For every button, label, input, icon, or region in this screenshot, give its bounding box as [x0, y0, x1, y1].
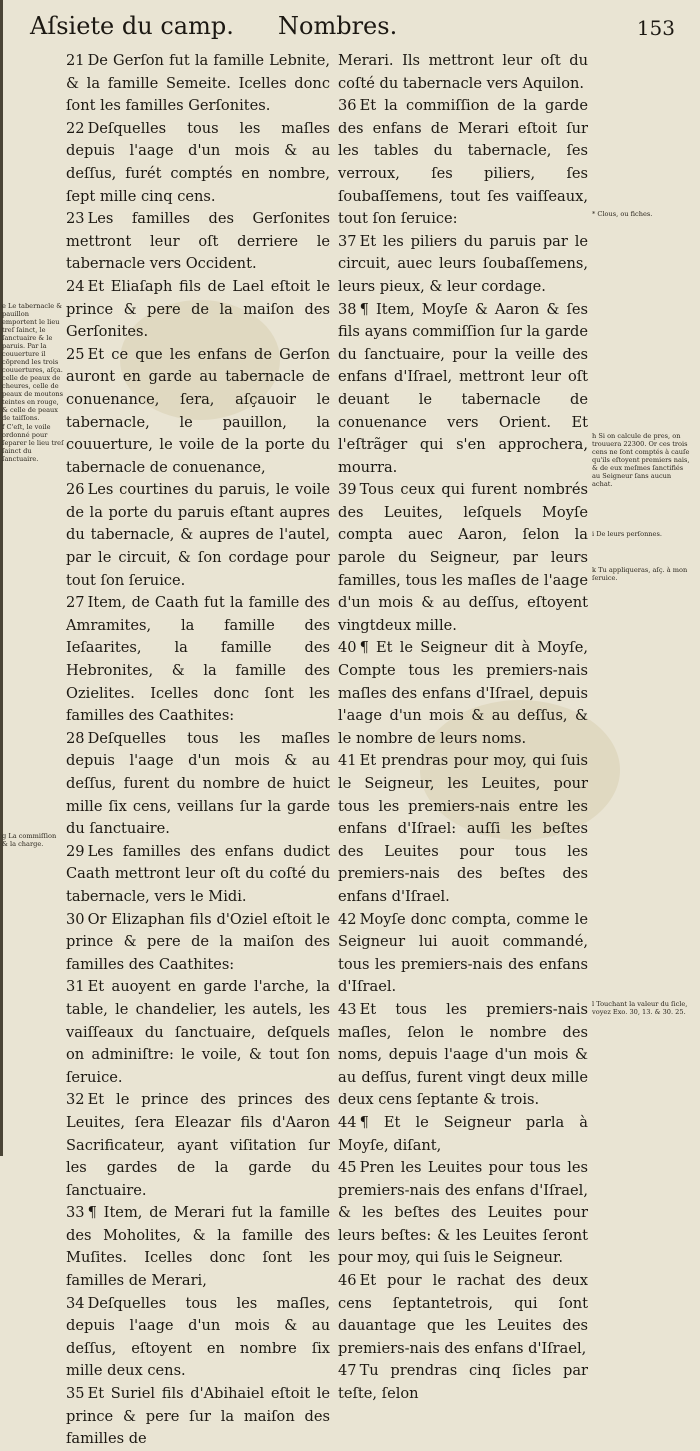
- verse: [66, 1202, 330, 1292]
- right-text-column: [338, 50, 588, 1406]
- verse: [338, 479, 588, 637]
- verse: [66, 976, 330, 1089]
- verse: [66, 728, 330, 841]
- verse-text: Et auoyent en garde l'arche, la table, le chandelier, les autels, les vaiſſeaux du ſanctuaire, deſquels on adminiſtre: le voile, & tout ſon ſeruice.: [66, 978, 330, 1086]
- verse: [338, 1112, 588, 1157]
- verse-text: ¶ Et le Seigneur parla à Moyſe, diſant,: [338, 1113, 588, 1154]
- verse: [338, 50, 588, 95]
- margin-note-l: l Touchant la valeur du ſicle, voyez Exo. 30, 13. & 30. 25.: [592, 1000, 688, 1016]
- verse-text: Pren les Leuites pour tous les premiers-nais des enfans d'Iſrael, & les beſtes des Leuites pour leurs beſtes: & les Leuites ſeront pour moy, qui ſuis le Seigneur.: [338, 1159, 588, 1267]
- verse-number: 21: [66, 52, 85, 69]
- verse-number: 29: [66, 842, 85, 860]
- verse: [66, 592, 330, 728]
- verse-text: Tu prendras cinq ſicles par teſte, ſelon: [338, 1362, 588, 1403]
- margin-note-k: k Tu appliqueras, aſç. à mon ſeruice.: [592, 566, 688, 582]
- verse-number: 24: [66, 277, 85, 295]
- verse: [66, 1089, 330, 1202]
- verse-text: Et Suriel fils d'Abihaiel eſtoit le prince & pere ſur la maiſon des familles de: [66, 1385, 330, 1448]
- verse: [66, 276, 330, 344]
- verse-text: Et ce que les enfans de Gerſon auront en garde au tabernacle de conuenance, ſera, aſçauoir le tabernacle, le pauillon, la couuerture, le voile de la porte du tabernacle de conuenance,: [66, 345, 330, 476]
- verse-number: 37: [338, 232, 357, 250]
- verse-number: 26: [66, 481, 85, 499]
- verse-number: 33: [66, 1204, 85, 1222]
- verse-text: Les familles des Gerſonites mettront leur oſt derriere le tabernacle vers Occident.: [66, 210, 330, 273]
- verse: [66, 50, 330, 118]
- verse-number: 46: [338, 1272, 357, 1290]
- verse-number: 32: [66, 1091, 85, 1109]
- verse-number: 36: [338, 97, 357, 115]
- verse: [338, 1157, 588, 1270]
- verse: [66, 479, 330, 592]
- verse-number: 47: [338, 1362, 357, 1380]
- verse-text: Merari. Ils mettront leur oſt du coſté du tabernacle vers Aquilon.: [338, 52, 588, 92]
- verse-text: Deſquelles tous les maſles, depuis l'aage d'un mois & au deſſus, eſtoyent en nombre ſix mille deux cens.: [66, 1294, 330, 1380]
- verse-text: Tous ceux qui furent nombrés des Leuites, leſquels Moyſe compta auec Aaron, ſelon la parole du Seigneur, par leurs familles, tous les maſles de l'aage d'un mois & au deſſus, eſtoyent vingtdeux mille.: [338, 481, 588, 634]
- verse-text: Deſquelles tous les maſles depuis l'aage d'un mois & au deſſus, furét comptés en nombre, ſept mille cinq cens.: [66, 119, 330, 205]
- folio-number: 153: [636, 16, 675, 40]
- verse: [66, 909, 330, 977]
- verse: [66, 1383, 330, 1451]
- verse-number: 34: [66, 1294, 85, 1312]
- verse-text: Or Elizaphan fils d'Oziel eſtoit le prince & pere de la maiſon des familles des Caathites:: [66, 910, 330, 973]
- verse: [338, 750, 588, 908]
- verse-text: Les familles des enfans dudict Caath mettront leur oſt du coſté du tabernacle, vers le Midi.: [66, 842, 330, 905]
- verse: [66, 1293, 330, 1383]
- verse-text: Et tous les premiers-nais maſles, ſelon le nombre des noms, depuis l'aage d'un mois & au deſſus, furent vingt deux mille deux cens ſeptante & trois.: [338, 1000, 588, 1109]
- verse-number: 31: [66, 978, 85, 996]
- verse-text: Deſquelles tous les maſles depuis l'aage d'un mois & au deſſus, furent du nombre de huict mille ſix cens, veillans ſur la garde du ſanctuaire.: [66, 729, 330, 838]
- margin-note-e: e Le tabernacle & pauillon emportent le lieu treſ ſainct, le ſanctuaire & le paruis. Par la couuerture il cõprend les trois couuertures, aſça. celle de peaux de cheures, celle de peaux de moutons teintes en rouge, & celle de peaux de taiſſons.: [2, 302, 64, 422]
- verse: [66, 208, 330, 276]
- verse-text: Les courtines du paruis, le voile de la porte du paruis eſtant aupres du tabernacle, & aupres de l'autel, par le circuit, & ſon cordage pour tout ſon ſeruice.: [66, 481, 330, 589]
- verse-number: 40: [338, 639, 357, 657]
- verse-text: ¶ Item, Moyſe & Aaron & ſes fils ayans commiſſion ſur la garde du ſanctuaire, pour la veille des enfans d'Iſrael, mettront leur oſt deuant le tabernacle de conuenance vers Orient. Et l'eſtrãger qui s'en approchera, mourra.: [338, 300, 588, 476]
- verse-text: ¶ Et le Seigneur dit à Moyſe, Compte tous les premiers-nais maſles des enfans d'Iſrael, depuis l'aage d'un mois & au deſſus, & le nombre de leurs noms.: [338, 639, 588, 747]
- verse-text: Et le prince des princes des Leuites, ſera Eleazar fils d'Aaron Sacrificateur, ayant viſitation ſur les gardes de la garde du ſanctuaire.: [66, 1091, 330, 1199]
- verse: [66, 118, 330, 208]
- verse-number: 38: [338, 300, 357, 318]
- verse-number: 25: [66, 345, 85, 363]
- verse-number: 22: [66, 119, 85, 137]
- verse: [338, 231, 588, 299]
- verse-text: De Gerſon fut la famille Lebnite, & la famille Semeite. Icelles donc ſont les familles Gerſonites.: [66, 52, 330, 115]
- verse: [338, 637, 588, 750]
- verse-number: 43: [338, 1000, 357, 1018]
- verse: [338, 1360, 588, 1405]
- verse-number: 28: [66, 729, 85, 747]
- verse: [338, 299, 588, 480]
- margin-note-pieux: * Clous, ou fiches.: [592, 210, 653, 218]
- verse: [338, 909, 588, 999]
- verse-number: 39: [338, 481, 357, 499]
- margin-note-i: i De leurs perſonnes.: [592, 530, 662, 538]
- verse-text: Item, de Caath fut la famille des Amramites, la famille des Ieſaarites, la famille des Hebronites, & la famille des Ozielites. Icelles donc ſont les familles des Caathites:: [66, 594, 330, 725]
- verse-text: Et la commiſſion de la garde des enfans de Merari eſtoit ſur les tables du tabernacle, ſes verroux, ſes piliers, ſes ſoubaſſemens, tout ſes vaiſſeaux, tout ſon ſeruice:: [338, 97, 588, 228]
- binding-shadow: [0, 0, 3, 1156]
- left-text-column: [66, 50, 330, 1451]
- margin-note-g: g La commiſſion & la charge.: [2, 832, 57, 848]
- verse: [338, 95, 588, 231]
- verse-text: ¶ Item, de Merari fut la famille des Moholites, & la famille des Muſites. Icelles donc ſont les familles de Merari,: [66, 1204, 330, 1290]
- book-title: Nombres.: [278, 12, 398, 40]
- running-title: Aſsiete du camp.: [30, 12, 234, 40]
- verse: [338, 999, 588, 1112]
- verse-number: 45: [338, 1159, 357, 1177]
- margin-note-f: f C'eſt, le voile ordonné pour ſeparer le lieu treſ ſainct du ſanctuaire.: [2, 423, 64, 463]
- verse: [66, 344, 330, 480]
- verse-text: Et Eliaſaph fils de Lael eſtoit le prince & pere de la maiſon des Gerſonites.: [66, 277, 330, 341]
- verse-number: 23: [66, 210, 85, 228]
- verse-number: 41: [338, 752, 357, 770]
- verse: [66, 841, 330, 909]
- verse-number: 30: [66, 910, 85, 928]
- verse-number: 27: [66, 594, 85, 612]
- margin-note-h: h Si on calcule de pres, on trouuera 22300. Or ces trois cens ne ſont comptés à cauſe qu'ils eſtoyent premiers nais, & de eux meſmes ſanctifiés au Seigneur ſans aucun achat.: [592, 432, 690, 488]
- verse-text: Et les piliers du paruis par le circuit, auec leurs ſoubaſſemens, leurs pieux, & leur cordage.: [338, 232, 588, 295]
- verse-text: Moyſe donc compta, comme le Seigneur lui auoit commandé, tous les premiers-nais des enfans d'Iſrael.: [338, 910, 588, 996]
- verse-number: 35: [66, 1385, 85, 1403]
- verse-number: 42: [338, 910, 357, 928]
- page-header: [30, 12, 675, 48]
- verse-number: 44: [338, 1113, 357, 1131]
- verse-text: Et prendras pour moy, qui ſuis le Seigneur, les Leuites, pour tous les premiers-nais entre les enfans d'Iſrael: auſſi les beſtes des Leuites pour tous les premiers-nais des beſtes des enfans d'Iſrael.: [338, 752, 588, 905]
- verse-text: Et pour le rachat des deux cens ſeptantetrois, qui ſont dauantage que les Leuites des premiers-nais des enfans d'Iſrael,: [338, 1272, 588, 1357]
- verse: [338, 1270, 588, 1360]
